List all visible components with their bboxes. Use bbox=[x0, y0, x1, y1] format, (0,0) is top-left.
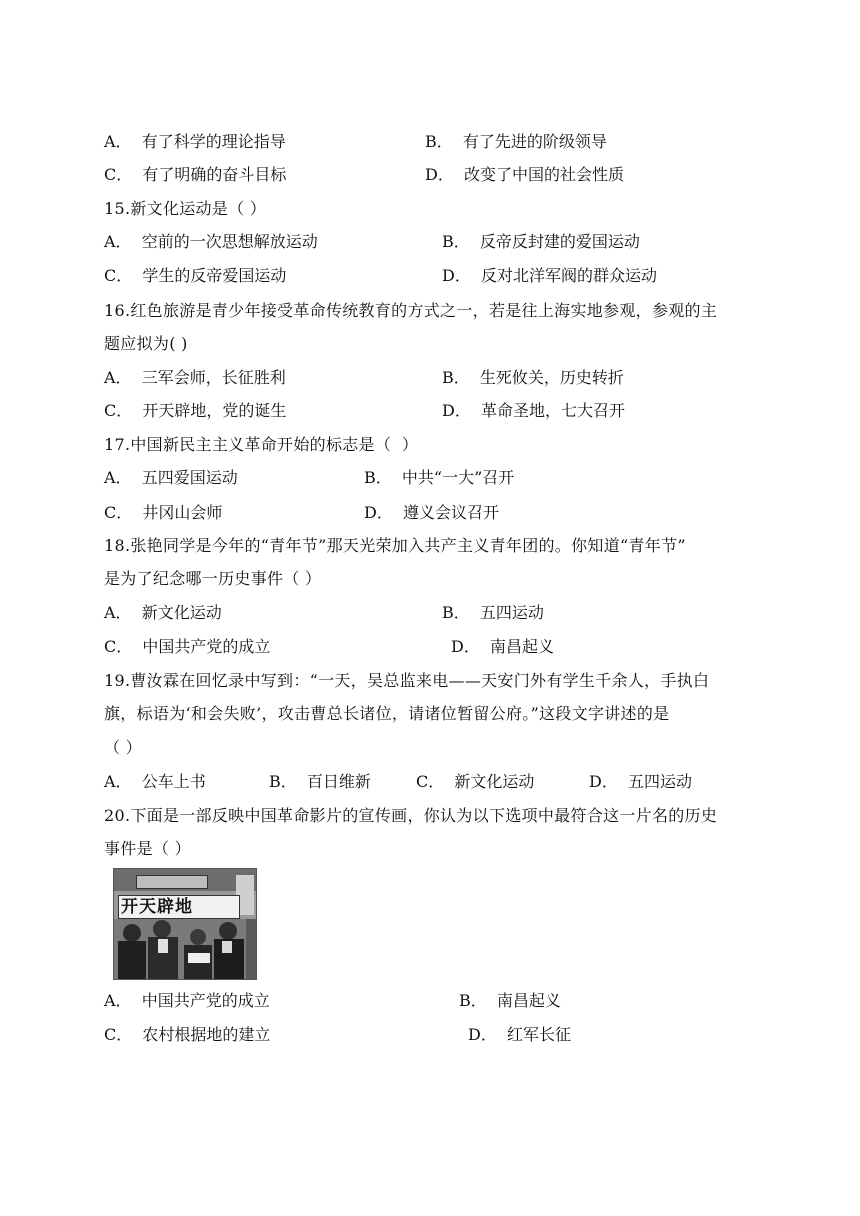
q17-option-b: B． 中共“一大”召开 bbox=[364, 468, 515, 487]
q14-option-a: A． 有了科学的理论指导 bbox=[104, 132, 286, 151]
q19-option-c: C． 新文化运动 bbox=[416, 772, 535, 791]
q14-option-d: D． 改变了中国的社会性质 bbox=[425, 165, 625, 184]
q16-stem-line2: 题应拟为( ) bbox=[104, 334, 188, 353]
q16-option-a: A． 三军会师，长征胜利 bbox=[104, 368, 286, 387]
q16-option-c: C． 开天辟地，党的诞生 bbox=[104, 401, 287, 420]
q15-option-d: D． 反对北洋军阀的群众运动 bbox=[442, 266, 658, 285]
q18-option-d: D． 南昌起义 bbox=[451, 637, 555, 656]
q20-option-b: B． 南昌起义 bbox=[459, 991, 561, 1010]
q19-stem-line1: 19.曹汝霖在回忆录中写到：“一天，吴总监来电——天安门外有学生千余人，手执白 bbox=[104, 671, 710, 690]
q18-option-a: A． 新文化运动 bbox=[104, 603, 222, 622]
q19-stem-line3: （ ） bbox=[104, 738, 142, 757]
q14-option-b: B． 有了先进的阶级领导 bbox=[425, 132, 607, 151]
q17-option-c: C． 井冈山会师 bbox=[104, 503, 223, 522]
q19-option-a: A． 公车上书 bbox=[104, 772, 206, 791]
q18-stem-line2: 是为了纪念哪一历史事件（ ） bbox=[104, 569, 322, 588]
q15-option-a: A． 空前的一次思想解放运动 bbox=[104, 232, 318, 251]
q17-stem: 17.中国新民主主义革命开始的标志是（ ） bbox=[104, 435, 419, 454]
q19-option-d: D． 五四运动 bbox=[589, 772, 693, 791]
q15-stem: 15.新文化运动是（ ） bbox=[104, 199, 267, 218]
q20-option-d: D． 红军长征 bbox=[468, 1025, 572, 1044]
q19-option-b: B． 百日维新 bbox=[269, 772, 371, 791]
q16-option-d: D． 革命圣地，七大召开 bbox=[442, 401, 626, 420]
q20-stem-line1: 20.下面是一部反映中国革命影片的宣传画，你认为以下选项中最符合这一片名的历史 bbox=[104, 806, 718, 825]
q16-option-b: B． 生死攸关，历史转折 bbox=[442, 368, 624, 387]
q20-option-a: A． 中国共产党的成立 bbox=[104, 991, 270, 1010]
q15-option-b: B． 反帝反封建的爱国运动 bbox=[442, 232, 640, 251]
q18-option-c: C． 中国共产党的成立 bbox=[104, 637, 271, 656]
q14-option-c: C． 有了明确的奋斗目标 bbox=[104, 165, 287, 184]
poster-top-box bbox=[136, 875, 208, 889]
q18-option-b: B． 五四运动 bbox=[442, 603, 544, 622]
q17-option-d: D． 遵义会议召开 bbox=[364, 503, 500, 522]
q16-stem-line1: 16.红色旅游是青少年接受革命传统教育的方式之一，若是往上海实地参观，参观的主 bbox=[104, 301, 718, 320]
poster-title: 开天辟地 bbox=[118, 895, 240, 919]
q19-stem-line2: 旗，标语为‘和会失败’，攻击曹总长诸位，请诸位暂留公府。”这段文字讲述的是 bbox=[104, 704, 670, 723]
poster-people-illustration bbox=[114, 919, 256, 979]
q17-option-a: A． 五四爱国运动 bbox=[104, 468, 238, 487]
q20-stem-line2: 事件是（ ） bbox=[104, 839, 191, 858]
q15-option-c: C． 学生的反帝爱国运动 bbox=[104, 266, 287, 285]
movie-poster-image bbox=[113, 868, 257, 980]
q18-stem-line1: 18.张艳同学是今年的“青年节”那天光荣加入共产主义青年团的。你知道“青年节” bbox=[104, 536, 686, 555]
q20-option-c: C． 农村根据地的建立 bbox=[104, 1025, 271, 1044]
